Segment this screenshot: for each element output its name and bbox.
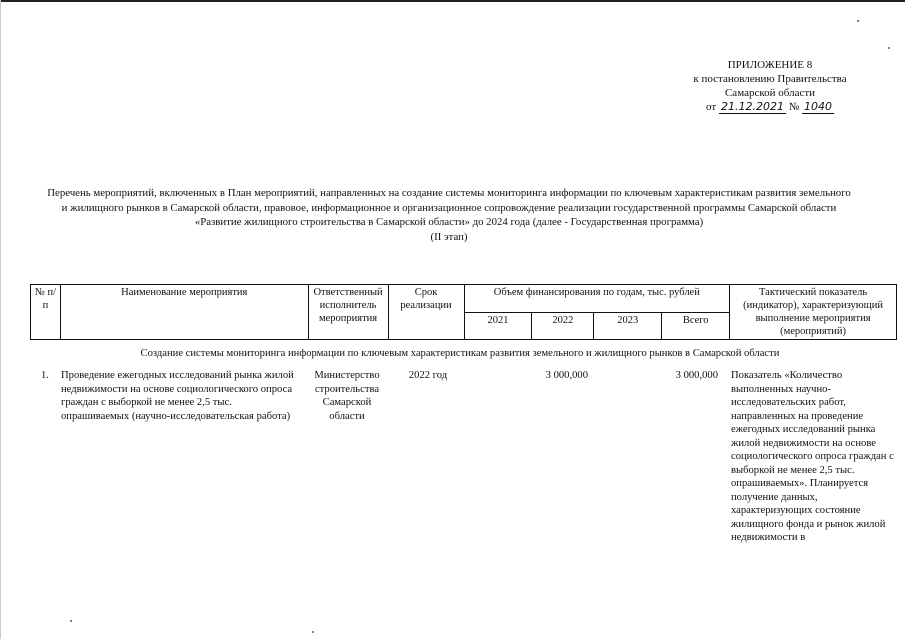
row-name: Проведение ежегодных исследований рынка жилой недвижимости на основе социологического опроса граждан с выборкой не менее 2,5 тыс. опрашиваемых (научно-исследовательская работа) — [61, 370, 294, 422]
row-value-total: 3 000,000 — [675, 370, 718, 381]
title-line-3: «Развитие жилищного строительства в Самарской области» до 2024 года (далее - Государственная программа) — [194, 216, 704, 228]
header-num: № п/п — [31, 285, 61, 340]
row-number: 1. — [41, 370, 49, 381]
header-term: Срок реализации — [388, 285, 464, 340]
header-indicator: Тактический показатель (индикатор), характеризующий выполнение мероприятия (мероприятий) — [730, 285, 897, 340]
table-header — [30, 284, 897, 340]
row-executor: Министерство строительства Самарской области — [314, 370, 380, 422]
row-indicator: Показатель «Количество выполненных научно-исследовательских работ, направленных на проведение ежегодных исследований рынка жилой недвижимости на основе социологического опроса граждан с выборкой не менее 2,5 тыс. опрашиваемых». Планируется получение данных, характеризующих состояние жилищного фонда и рынок жилой недвижимости в — [731, 370, 894, 543]
header-year-2023: 2023 — [594, 312, 662, 340]
header-total: Всего — [662, 312, 730, 340]
title-line-4: (II этап) — [430, 230, 468, 243]
appendix-date-line — [640, 100, 900, 114]
title-line-1: Перечень мероприятий, включенных в План мероприятий, направленных на создание системы мониторинга информации по ключевым характеристикам развития земельного — [47, 187, 851, 199]
row-term: 2022 год — [408, 370, 448, 381]
scan-speck — [312, 631, 314, 633]
handwritten-date: 21.12.2021 — [720, 100, 784, 113]
handwritten-number: 1040 — [803, 100, 832, 113]
section-title: Создание системы мониторинга информации по ключевым характеристикам развития земельного и жилищного рынков в Самарской области — [140, 348, 780, 359]
number-prefix: № — [788, 101, 800, 113]
appendix-line-2: Самарской области — [724, 87, 816, 99]
header-executor: Ответственный исполнитель мероприятия — [308, 285, 388, 340]
appendix-title: ПРИЛОЖЕНИЕ 8 — [727, 59, 813, 71]
appendix-header — [640, 58, 900, 114]
scan-speck — [857, 20, 859, 22]
document-title — [24, 186, 874, 244]
header-year-2022: 2022 — [532, 312, 594, 340]
header-year-2021: 2021 — [464, 312, 532, 340]
appendix-line-1: к постановлению Правительства — [693, 73, 847, 85]
date-prefix: от — [706, 101, 717, 113]
scan-edge-left — [0, 0, 1, 639]
header-funding: Объем финансирования по годам, тыс. рублей — [464, 285, 730, 313]
scan-speck — [888, 47, 890, 49]
scan-speck — [70, 620, 72, 622]
scan-edge-top — [0, 0, 905, 11]
header-name: Наименование мероприятия — [60, 285, 308, 340]
title-line-2: и жилищного рынков в Самарской области, правовое, информационное и организационное сопровождение реализации государственной программы Самарской области — [61, 201, 837, 214]
row-value-2022: 3 000,000 — [545, 370, 588, 381]
